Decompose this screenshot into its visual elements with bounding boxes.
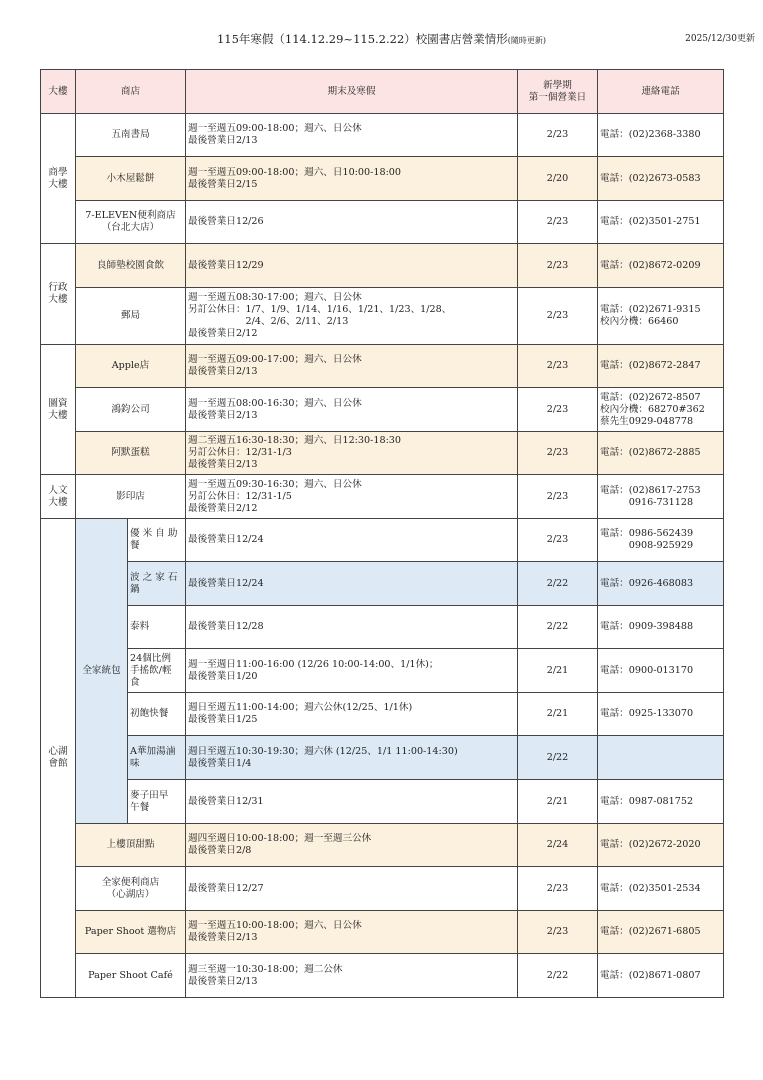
cell-line: 味 [130,757,140,769]
cell-line: 電話：(02)8672-2847 [600,360,701,371]
cell-line: 電話：(02)8672-0209 [600,259,701,271]
shop-hours [186,288,518,345]
cell-line: 心湖 [48,746,68,757]
shop-name [128,693,186,736]
shop-hours [186,244,518,288]
table-row [41,201,724,244]
cell-line: 食 [130,676,140,688]
cell-line: 最後營業日2/15 [188,178,258,190]
cell-line: 另訂公休日：12/31-1/3 [188,447,292,458]
cell-line: 圖資 [48,397,68,409]
shop-phone [598,649,724,693]
shop-phone [598,157,724,201]
first-day: 2/22 [518,606,598,649]
first-day: 2/23 [518,475,598,519]
cell-line: 阿默蛋糕 [111,447,150,458]
cell-line: 0916-731128 [600,496,694,508]
shop-phone [598,911,724,954]
cell-line: 電話：(02)2672-2020 [600,839,701,850]
shop-hours [186,649,518,693]
table-row [41,693,724,736]
shop-hours [186,519,518,562]
table-row [41,649,724,693]
cell-line: 電話：(02)2368-3380 [600,129,701,140]
cell-line: 校內分機：68270#362 [600,403,705,415]
cell-line: 最後營業日12/26 [188,216,264,227]
cell-line: 週一至週五09:00-18:00；週六、日公休 [188,123,362,134]
first-day: 2/23 [518,432,598,475]
table-row [41,562,724,606]
shop-phone [598,345,724,388]
building-library [41,345,76,475]
cell-line: 手搖飲/輕 [130,664,172,676]
shop-name [76,388,186,432]
title-note: (隨時更新) [507,36,547,45]
shop-hours [186,954,518,998]
cell-line: 電話：(02)2671-9315 [600,304,701,315]
shop-hours [186,780,518,824]
shop-hours [186,824,518,867]
first-day: 2/21 [518,649,598,693]
shop-hours [186,693,518,736]
cell-line: 上樓頂甜點 [106,839,155,850]
shop-phone [598,824,724,867]
shop-hours [186,867,518,911]
cell-line: 電話：(02)8671-0807 [600,969,701,981]
cell-line: 最後營業日2/13 [188,135,258,146]
cell-line: 第一個營業日 [528,91,587,103]
cell-line: 週一至週五10:00-18:00；週六、日公休 [188,920,362,931]
updated-date: 2025/12/30更新 [685,34,755,44]
cell-line: 7-ELEVEN便利商店 [85,210,176,221]
cell-line: 鍋 [130,583,140,595]
shop-phone [598,475,724,519]
table-row [41,780,724,824]
shop-name [76,475,186,519]
table-row [41,157,724,201]
cell-line: （心湖店） [106,888,155,900]
table-row [41,606,724,649]
cell-line: 校內分機：66460 [600,316,679,327]
cell-line: Apple店 [111,360,150,371]
shop-name [76,345,186,388]
cell-line: 另訂公休日：12/31-1/5 [188,490,292,502]
cell-line: 最後營業日1/20 [188,670,258,682]
shop-phone [598,780,724,824]
shop-name [76,201,186,244]
shop-name [76,432,186,475]
cell-line: 初飽快餐 [130,708,169,719]
cell-line: 電話：0925-133070 [600,708,694,719]
first-day: 2/24 [518,824,598,867]
cell-line: 行政 [48,282,68,293]
cell-line: 週一至週五09:30-16:30；週六、日公休 [188,478,362,490]
first-day: 2/23 [518,345,598,388]
cell-line: 最後營業日12/28 [188,621,264,632]
table-row [41,432,724,475]
shop-name [128,519,186,562]
cell-line: 泰料 [130,621,150,632]
building-humanities [41,475,76,519]
cell-line: 最後營業日12/24 [188,534,264,545]
shop-phone [598,954,724,998]
shop-phone [598,562,724,606]
shop-hours [186,475,518,519]
cell-line: 鴻鈞公司 [111,403,150,415]
cell-line: 餐 [130,540,140,551]
table-row [41,954,724,998]
shop-name [128,649,186,693]
cell-line: Paper Shoot Café [88,969,173,981]
first-day: 2/23 [518,288,598,345]
header-first-day [518,70,598,114]
cell-line: 麥子田早 [130,789,169,801]
shop-hours-table [40,69,724,998]
first-day: 2/23 [518,388,598,432]
table-row [41,519,724,562]
building-admin [41,244,76,345]
shop-name [76,954,186,998]
cell-line: 2/4、2/6、2/11、2/13 [188,316,349,327]
cell-line: A華加湯滷 [130,745,176,757]
first-day: 2/23 [518,911,598,954]
cell-line: 最後營業日2/8 [188,845,252,856]
cell-line: 週一至週五08:00-16:30；週六、日公休 [188,397,362,409]
cell-line: 最後營業日2/13 [188,932,258,943]
cell-line: 影印店 [116,490,145,502]
first-day: 2/21 [518,693,598,736]
shop-hours [186,736,518,780]
cell-line: 波 之 家 石 [130,571,178,583]
shop-name [76,911,186,954]
cell-line: 小木屋鬆餅 [106,172,155,184]
shop-hours [186,562,518,606]
first-day: 2/20 [518,157,598,201]
first-day: 2/23 [518,519,598,562]
shop-hours [186,606,518,649]
first-day: 2/21 [518,780,598,824]
shop-hours [186,157,518,201]
cell-line: 電話：0926-468083 [600,577,694,589]
shop-name [128,562,186,606]
shop-name [128,736,186,780]
cell-line: 電話：0909-398488 [600,621,694,632]
cell-line: 商學 [48,166,68,178]
header-building: 大樓 [41,70,76,114]
table-row [41,288,724,345]
cell-line: 良師塾校園食飲 [96,259,165,271]
cell-line: 大樓 [48,409,68,421]
table-row [41,345,724,388]
shop-name [76,867,186,911]
header-hours: 期末及寒假 [186,70,518,114]
shop-phone [598,867,724,911]
cell-line: 最後營業日12/27 [188,882,264,894]
shop-phone [598,201,724,244]
shop-name [76,157,186,201]
cell-line: 電話：(02)8672-2885 [600,447,701,458]
cell-line: 週一至週五09:00-18:00；週六、日10:00-18:00 [188,166,402,178]
cell-line: 0908-925929 [600,540,694,551]
cell-line: 電話：(02)3501-2534 [600,882,701,894]
cell-line: 電話：(02)8617-2753 [600,484,701,496]
cell-line: 另訂公休日：1/7、1/9、1/14、1/16、1/21、1/23、1/28、 [188,304,452,315]
table-row [41,736,724,780]
cell-line: 電話：(02)2672-8507 [600,391,701,403]
cell-line: 最後營業日2/13 [188,459,258,470]
first-day: 2/23 [518,201,598,244]
shop-name [76,824,186,867]
cell-line: 大樓 [48,178,68,190]
shop-phone [598,114,724,157]
table-row [41,388,724,432]
shop-name [76,244,186,288]
cell-line: 週三至週一10:30-18:00；週二公休 [188,963,343,975]
cell-line: 週一至週日11:00-16:00 (12/26 10:00-14:00、1/1休)； [188,658,439,670]
cell-line: 週二至週五16:30-18:30；週六、日12:30-18:30 [188,435,402,446]
shop-phone [598,388,724,432]
title-text: 115年寒假（114.12.29~115.2.22）校園書店營業情形 [216,32,508,46]
building-commerce [41,114,76,244]
cell-line: 最後營業日12/31 [188,795,264,807]
cell-line: 最後營業日2/12 [188,328,258,339]
cell-line: Paper Shoot 選物店 [84,926,177,937]
building-xinhu [41,519,76,998]
header-shop: 商店 [76,70,186,114]
shop-phone [598,519,724,562]
shop-name [128,606,186,649]
cell-line: 電話：(02)2673-0583 [600,172,701,184]
cell-line: 郵局 [120,310,141,321]
cell-line: 午餐 [130,801,150,813]
cell-line: 最後營業日2/13 [188,975,258,987]
shop-phone [598,606,724,649]
table-row [41,114,724,157]
cell-line: 最後營業日12/29 [188,259,264,271]
cell-line: 最後營業日2/13 [188,409,258,421]
cell-line: 週四至週日10:00-18:00；週一至週三公休 [188,833,372,844]
cell-line: 週一至週五08:30-17:00；週六、日公休 [188,292,362,303]
cell-line: 大樓 [48,294,68,305]
cell-line: 新學期 [543,79,572,91]
shop-hours [186,911,518,954]
first-day: 2/23 [518,867,598,911]
cell-line: 電話：(02)3501-2751 [600,216,701,227]
shop-hours [186,432,518,475]
cell-line: 優 米 自 助 [130,528,178,539]
cell-line: 最後營業日2/12 [188,502,258,514]
cell-line: 大樓 [48,496,68,508]
first-day: 2/23 [518,114,598,157]
cell-line: 最後營業日12/24 [188,577,264,589]
first-day: 2/22 [518,954,598,998]
cell-line: （台北大店） [101,222,160,233]
shop-phone [598,288,724,345]
cell-line: 電話：0986-562439 [600,528,694,539]
cell-line: 週一至週五09:00-17:00；週六、日公休 [188,354,362,365]
shop-name [128,780,186,824]
shop-name [76,288,186,345]
cell-line: 電話：(02)2671-6805 [600,926,701,937]
shop-phone [598,736,724,780]
cell-line: 電話：0987-081752 [600,795,694,807]
shop-hours [186,201,518,244]
cell-line: 24個比例 [130,652,171,664]
table-row [41,867,724,911]
header-phone: 連絡電話 [598,70,724,114]
first-day: 2/22 [518,736,598,780]
shop-hours [186,114,518,157]
cell-line: 會館 [48,758,68,769]
shop-phone [598,693,724,736]
shop-name [76,114,186,157]
cell-line: 週日至週五11:00-14:00；週六公休(12/25、1/1休) [188,702,413,713]
table-row [41,475,724,519]
shop-phone [598,432,724,475]
familymart-group: 全家統包 [76,519,128,824]
table-row [41,824,724,867]
table-row [41,911,724,954]
cell-line: 五南書局 [111,129,150,140]
first-day: 2/22 [518,562,598,606]
table-row [41,244,724,288]
page-title [0,31,763,47]
cell-line: 人文 [48,484,68,496]
shop-phone [598,244,724,288]
cell-line: 週日至週五10:30-19:30；週六休 (12/25、1/1 11:00-14:30) [188,745,458,757]
shop-hours [186,388,518,432]
shop-hours [186,345,518,388]
table-header-row [41,70,724,114]
cell-line: 最後營業日2/13 [188,366,258,377]
cell-line: 全家便利商店 [101,876,160,888]
cell-line: 最後營業日1/25 [188,714,258,725]
cell-line: 最後營業日1/4 [188,757,252,769]
cell-line: 蔡先生0929-048778 [600,415,694,427]
cell-line: 電話：0900-013170 [600,664,694,676]
first-day: 2/23 [518,244,598,288]
